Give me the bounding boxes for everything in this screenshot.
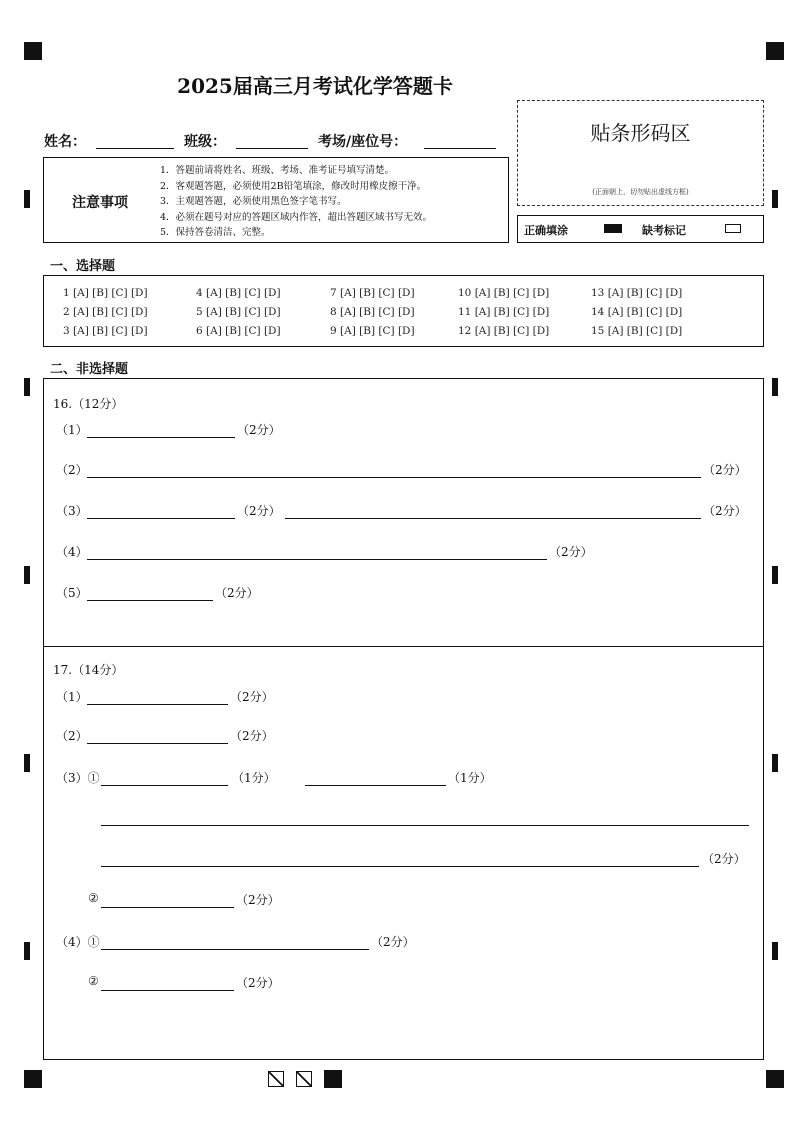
- q17-part2-points: （2分）: [230, 729, 274, 743]
- q16-part5-answer-line[interactable]: [87, 600, 213, 601]
- q17-part4-label: （4）①: [56, 935, 100, 949]
- notice-item: 3．主观题答题，必须使用黑色签字笔书写。: [160, 196, 347, 207]
- q17-part2-label: （2）: [56, 729, 88, 743]
- class-field[interactable]: [236, 148, 308, 149]
- q17-part4-sub2-line[interactable]: [101, 990, 234, 991]
- q17-part3-long-line-2[interactable]: [101, 866, 699, 867]
- q16-part4-answer-line[interactable]: [87, 559, 547, 560]
- q16-part3-answer-line-a[interactable]: [87, 518, 235, 519]
- barcode-area: [517, 100, 764, 206]
- timing-mark: [24, 378, 30, 396]
- q17-part3-sub2-line[interactable]: [101, 907, 234, 908]
- q17-answer-box: [43, 646, 764, 1060]
- q16-part4-points: （2分）: [549, 545, 593, 559]
- timing-mark: [24, 566, 30, 584]
- q16-part1-label: （1）: [56, 423, 88, 437]
- choice-item[interactable]: 13 [A] [B] [C] [D]: [591, 287, 683, 299]
- section-nonchoice-title: 二、非选择题: [50, 362, 129, 377]
- notice-item: 5．保持答卷清洁、完整。: [160, 227, 271, 238]
- q16-part3-points-a: （2分）: [237, 504, 281, 518]
- q17-part2-answer-line[interactable]: [87, 743, 228, 744]
- choice-item[interactable]: 3 [A] [B] [C] [D]: [63, 325, 148, 337]
- barcode-hint: (正面朝上，切勿贴出虚线方框): [592, 188, 689, 196]
- choice-item[interactable]: 4 [A] [B] [C] [D]: [196, 287, 281, 299]
- q16-part5-label: （5）: [56, 586, 88, 600]
- timing-mark: [24, 190, 30, 208]
- q16-answer-box: [43, 378, 764, 647]
- q17-part1-label: （1）: [56, 690, 88, 704]
- q17-part3-label: （3）①: [56, 771, 100, 785]
- q16-part1-answer-line[interactable]: [87, 437, 235, 438]
- q17-part1-answer-line[interactable]: [87, 704, 228, 705]
- name-label: 姓名：: [44, 134, 86, 150]
- choice-item[interactable]: 14 [A] [B] [C] [D]: [591, 306, 683, 318]
- q16-part3-answer-line-b[interactable]: [285, 518, 701, 519]
- q16-part5-points: （2分）: [215, 586, 259, 600]
- q17-header: 17.（14分）: [53, 663, 124, 677]
- slash-box-marker: [268, 1071, 284, 1087]
- choice-item[interactable]: 15 [A] [B] [C] [D]: [591, 325, 683, 337]
- solid-box-marker: [324, 1070, 342, 1088]
- slash-box-marker: [296, 1071, 312, 1087]
- q17-part1-points: （2分）: [230, 690, 274, 704]
- notice-box: [43, 157, 509, 243]
- section-choice-title: 一、选择题: [50, 259, 116, 274]
- q16-header: 16.（12分）: [53, 397, 124, 411]
- q17-part3-sub1-line-a[interactable]: [101, 785, 228, 786]
- notice-list: [160, 163, 432, 241]
- timing-mark: [772, 942, 778, 960]
- timing-mark: [24, 754, 30, 772]
- notice-item: 2．客观题答题，必须使用2B铅笔填涂，修改时用橡皮擦干净。: [160, 180, 427, 192]
- corner-marker-top-right: [766, 42, 784, 60]
- q16-part2-label: （2）: [56, 463, 88, 477]
- room-seat-field[interactable]: [424, 148, 496, 149]
- choice-item[interactable]: 11 [A] [B] [C] [D]: [458, 306, 550, 318]
- notice-item: 4．必须在题号对应的答题区域内作答，超出答题区域书写无效。: [160, 211, 433, 223]
- choice-item[interactable]: 9 [A] [B] [C] [D]: [330, 325, 415, 337]
- notice-item: 1．答题前请将姓名、班级、考场、准考证号填写清楚。: [160, 165, 395, 176]
- corner-marker-top-left: [24, 42, 42, 60]
- choice-item[interactable]: 10 [A] [B] [C] [D]: [458, 287, 550, 299]
- timing-mark: [24, 942, 30, 960]
- q16-part2-answer-line[interactable]: [87, 477, 701, 478]
- choice-item[interactable]: 8 [A] [B] [C] [D]: [330, 306, 415, 318]
- choice-item[interactable]: 7 [A] [B] [C] [D]: [330, 287, 415, 299]
- absent-mark-checkbox[interactable]: [725, 224, 741, 233]
- q17-part3-sub1-line-b[interactable]: [305, 785, 446, 786]
- q16-part4-label: （4）: [56, 545, 88, 559]
- corner-marker-bottom-right: [766, 1070, 784, 1088]
- choice-item[interactable]: 2 [A] [B] [C] [D]: [63, 306, 148, 318]
- room-seat-label: 考场/座位号：: [318, 134, 408, 150]
- timing-mark: [772, 190, 778, 208]
- q17-part3-long-line-1[interactable]: [101, 825, 749, 826]
- q17-part4-sub2-points: （2分）: [236, 976, 280, 990]
- correct-fill-label: 正确填涂: [524, 224, 568, 237]
- timing-mark: [772, 754, 778, 772]
- choice-item[interactable]: 1 [A] [B] [C] [D]: [63, 287, 148, 299]
- q16-part3-points-b: （2分）: [703, 504, 747, 518]
- q17-part3-long-points: （2分）: [702, 852, 746, 866]
- choice-item[interactable]: 6 [A] [B] [C] [D]: [196, 325, 281, 337]
- q16-part2-points: （2分）: [703, 463, 747, 477]
- choice-item[interactable]: 5 [A] [B] [C] [D]: [196, 306, 281, 318]
- fill-example-box: [517, 215, 764, 243]
- q17-part4-sub1-line[interactable]: [101, 949, 369, 950]
- notice-heading: 注意事项: [72, 195, 128, 211]
- q16-part1-points: （2分）: [237, 423, 281, 437]
- q17-part4-sub2-label: ②: [88, 974, 99, 988]
- corner-marker-bottom-left: [24, 1070, 42, 1088]
- q17-part3-sub2-points: （2分）: [236, 893, 280, 907]
- timing-mark: [772, 378, 778, 396]
- q17-part3-sub2-label: ②: [88, 891, 99, 905]
- barcode-title: 贴条形码区: [590, 121, 691, 145]
- absent-mark-label: 缺考标记: [642, 224, 686, 237]
- q17-part3-sub1-points-b: （1分）: [448, 771, 492, 785]
- q17-part3-sub1-points-a: （1分）: [232, 771, 276, 785]
- choice-answer-box: [43, 275, 764, 347]
- q16-part3-label: （3）: [56, 504, 88, 518]
- name-field[interactable]: [96, 148, 174, 149]
- q17-part4-sub1-points: （2分）: [371, 935, 415, 949]
- timing-mark: [772, 566, 778, 584]
- class-label: 班级：: [184, 134, 226, 150]
- correct-fill-sample: [604, 224, 622, 233]
- page-title: 2025届高三月考试化学答题卡: [177, 74, 453, 98]
- choice-item[interactable]: 12 [A] [B] [C] [D]: [458, 325, 550, 337]
